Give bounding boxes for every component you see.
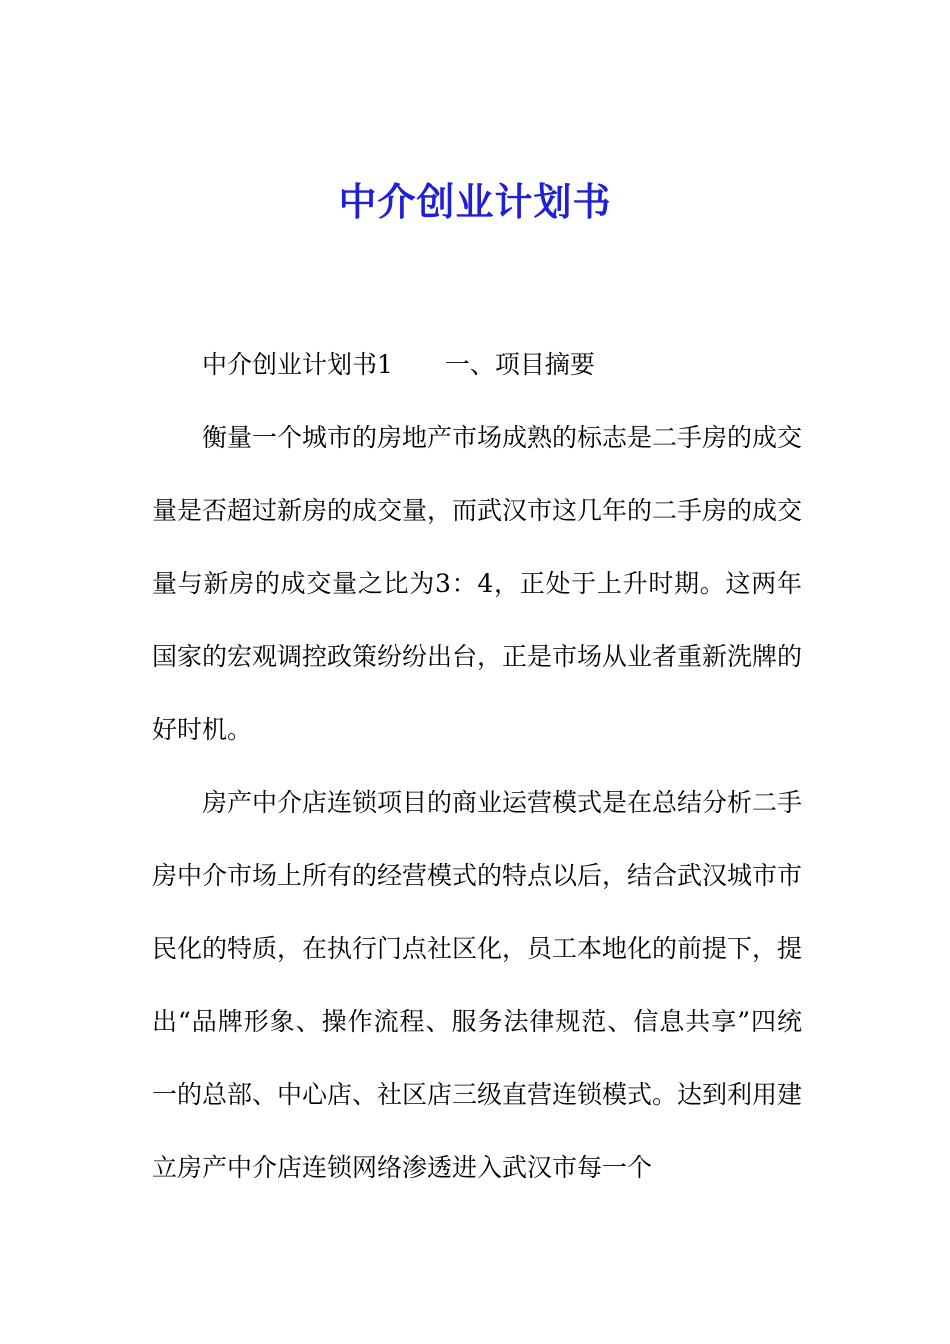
paragraph-market-maturity: 衡量一个城市的房地产市场成熟的标志是二手房的成交量是否超过新房的成交量，而武汉市这几年的二手房的成交量与新房的成交量之比为3：4，正处于上升时期。这两年国家的宏观调控政策纷纷出台，正是市场从业者重新洗牌的好时机。 <box>152 423 803 744</box>
section-heading <box>152 328 802 401</box>
document-body <box>152 328 802 1204</box>
section-heading-title: 中介创业计划书1 <box>202 350 393 379</box>
paragraph-business-model: 房产中介店连锁项目的商业运营模式是在总结分析二手房中介市场上所有的经营模式的特点以后，结合武汉城市市民化的特质，在执行门点社区化，员工本地化的前提下，提出“品牌形象、操作流程、服务法律规范、信息共享”四统一的总部、中心店、社区店三级直营连锁模式。达到利用建立房产中介店连锁网络渗透进入武汉市每一个 <box>152 788 803 1182</box>
section-heading-item: 一、项目摘要 <box>444 350 595 379</box>
document-title: 中介创业计划书 <box>338 180 612 224</box>
